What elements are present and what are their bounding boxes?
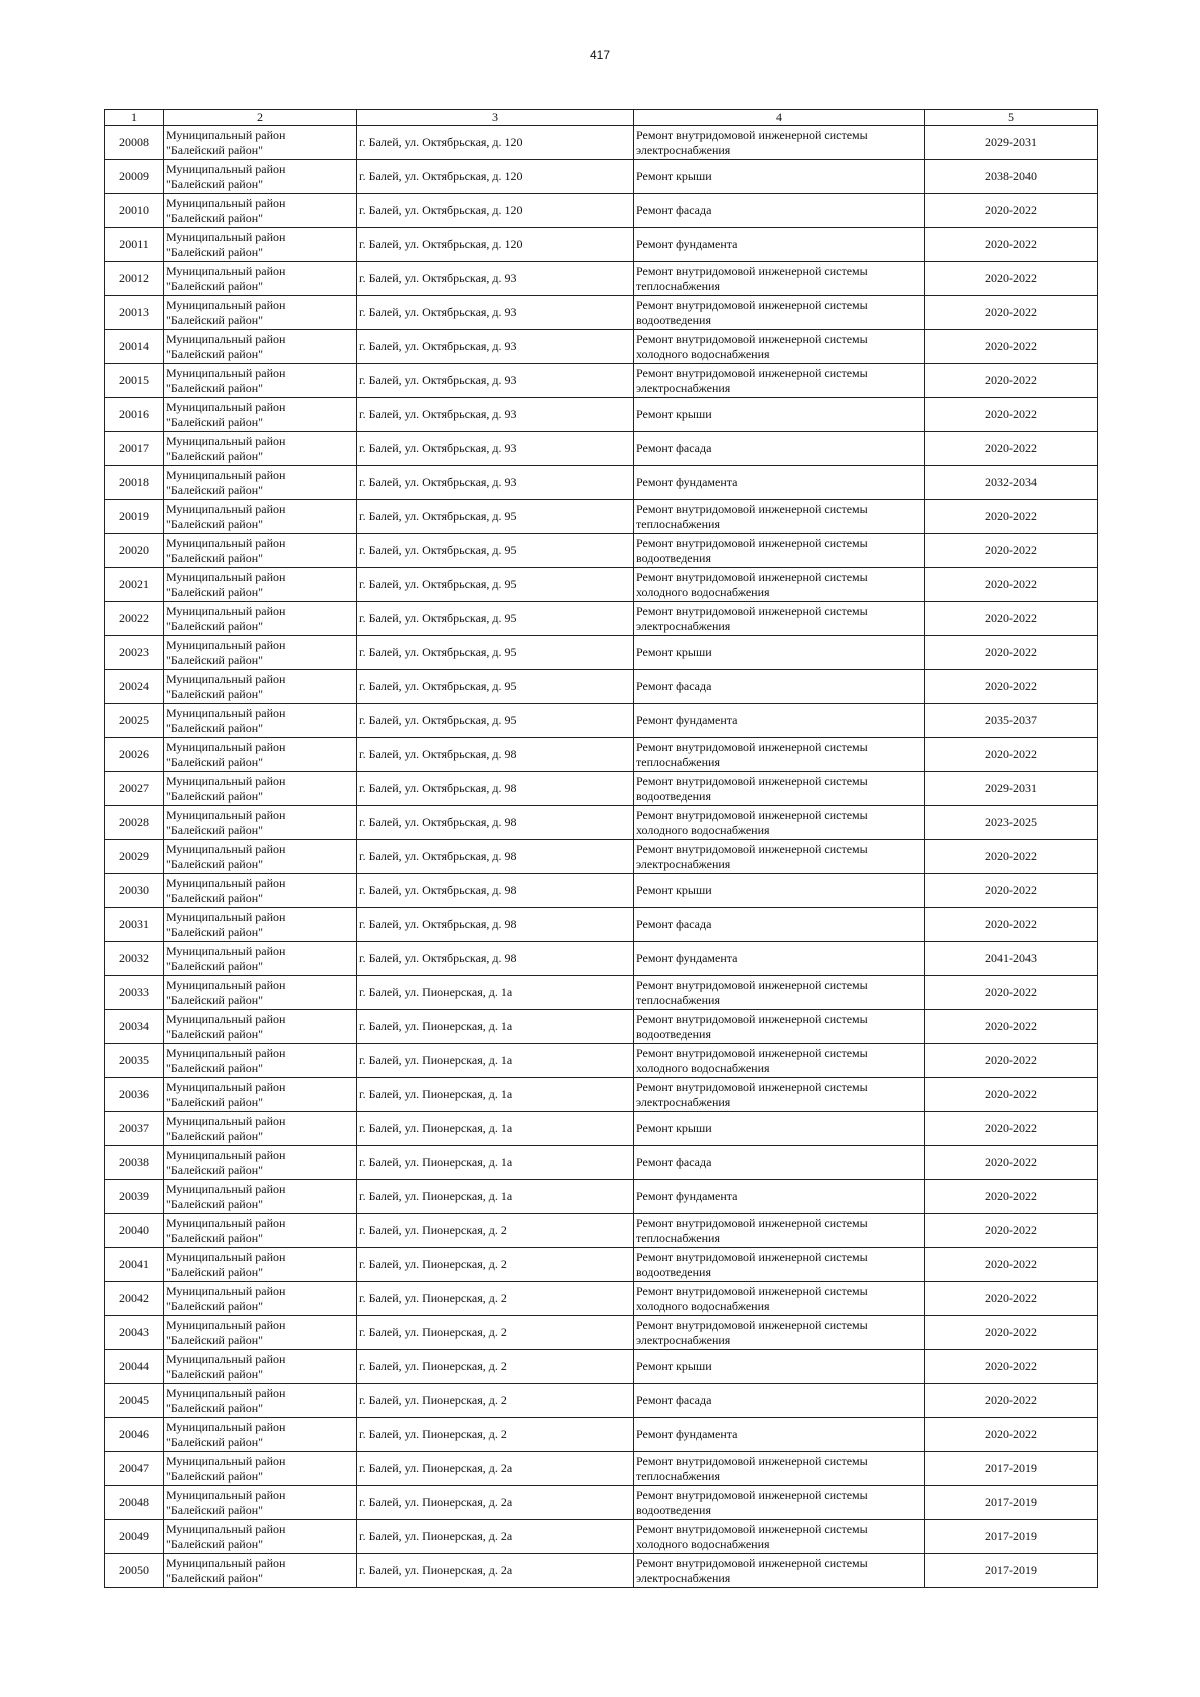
row-number-cell: 20046 [105,1418,164,1452]
address-cell: г. Балей, ул. Октябрьская, д. 98 [357,942,634,976]
period-cell: 2035-2037 [925,704,1098,738]
municipality-cell: Муниципальный район "Балейский район" [164,806,357,840]
address-cell: г. Балей, ул. Пионерская, д. 2 [357,1350,634,1384]
table-row [105,228,1098,262]
period-cell: 2020-2022 [925,1112,1098,1146]
municipality-cell: Муниципальный район "Балейский район" [164,398,357,432]
period-cell: 2020-2022 [925,1316,1098,1350]
municipality-cell: Муниципальный район "Балейский район" [164,432,357,466]
municipality-cell: Муниципальный район "Балейский район" [164,228,357,262]
table-row [105,1044,1098,1078]
period-cell: 2020-2022 [925,976,1098,1010]
address-cell: г. Балей, ул. Пионерская, д. 2 [357,1418,634,1452]
period-cell: 2020-2022 [925,670,1098,704]
municipality-cell: Муниципальный район "Балейский район" [164,534,357,568]
table-row [105,874,1098,908]
municipality-cell: Муниципальный район "Балейский район" [164,1248,357,1282]
row-number-cell: 20018 [105,466,164,500]
table-body [105,126,1098,1588]
municipality-cell: Муниципальный район "Балейский район" [164,1350,357,1384]
row-number-cell: 20033 [105,976,164,1010]
municipality-cell: Муниципальный район "Балейский район" [164,194,357,228]
address-cell: г. Балей, ул. Октябрьская, д. 120 [357,194,634,228]
municipality-cell: Муниципальный район "Балейский район" [164,772,357,806]
row-number-cell: 20038 [105,1146,164,1180]
period-cell: 2020-2022 [925,1384,1098,1418]
row-number-cell: 20029 [105,840,164,874]
address-cell: г. Балей, ул. Пионерская, д. 2 [357,1282,634,1316]
table-row [105,1452,1098,1486]
work-type-cell: Ремонт внутридомовой инженерной системы водоотведения [634,772,925,806]
work-type-cell: Ремонт крыши [634,160,925,194]
table-row [105,364,1098,398]
period-cell: 2020-2022 [925,1282,1098,1316]
row-number-cell: 20035 [105,1044,164,1078]
period-cell: 2020-2022 [925,738,1098,772]
work-type-cell: Ремонт внутридомовой инженерной системы электроснабжения [634,1316,925,1350]
period-cell: 2020-2022 [925,398,1098,432]
period-cell: 2020-2022 [925,364,1098,398]
table-row [105,806,1098,840]
address-cell: г. Балей, ул. Октябрьская, д. 95 [357,568,634,602]
table-row [105,976,1098,1010]
row-number-cell: 20034 [105,1010,164,1044]
work-type-cell: Ремонт фундамента [634,1418,925,1452]
work-type-cell: Ремонт фундамента [634,704,925,738]
municipality-cell: Муниципальный район "Балейский район" [164,1452,357,1486]
period-cell: 2020-2022 [925,330,1098,364]
period-cell: 2020-2022 [925,500,1098,534]
table-row [105,1554,1098,1588]
row-number-cell: 20031 [105,908,164,942]
row-number-cell: 20040 [105,1214,164,1248]
address-cell: г. Балей, ул. Октябрьская, д. 93 [357,296,634,330]
work-type-cell: Ремонт внутридомовой инженерной системы теплоснабжения [634,500,925,534]
period-cell: 2020-2022 [925,1350,1098,1384]
period-cell: 2029-2031 [925,772,1098,806]
table-row [105,670,1098,704]
address-cell: г. Балей, ул. Пионерская, д. 1а [357,1180,634,1214]
address-cell: г. Балей, ул. Пионерская, д. 2а [357,1554,634,1588]
address-cell: г. Балей, ул. Октябрьская, д. 120 [357,126,634,160]
table-row [105,1180,1098,1214]
address-cell: г. Балей, ул. Октябрьская, д. 95 [357,602,634,636]
municipality-cell: Муниципальный район "Балейский район" [164,1486,357,1520]
row-number-cell: 20024 [105,670,164,704]
municipality-cell: Муниципальный район "Балейский район" [164,466,357,500]
municipality-cell: Муниципальный район "Балейский район" [164,942,357,976]
column-header-2: 2 [164,110,357,126]
work-type-cell: Ремонт внутридомовой инженерной системы электроснабжения [634,1078,925,1112]
work-type-cell: Ремонт фасада [634,670,925,704]
municipality-cell: Муниципальный район "Балейский район" [164,1010,357,1044]
work-type-cell: Ремонт внутридомовой инженерной системы теплоснабжения [634,1214,925,1248]
municipality-cell: Муниципальный район "Балейский район" [164,1112,357,1146]
work-type-cell: Ремонт фундамента [634,1180,925,1214]
work-type-cell: Ремонт крыши [634,874,925,908]
address-cell: г. Балей, ул. Пионерская, д. 2 [357,1384,634,1418]
period-cell: 2020-2022 [925,908,1098,942]
work-type-cell: Ремонт внутридомовой инженерной системы холодного водоснабжения [634,1282,925,1316]
period-cell: 2020-2022 [925,1180,1098,1214]
address-cell: г. Балей, ул. Пионерская, д. 1а [357,1112,634,1146]
municipality-cell: Муниципальный район "Балейский район" [164,738,357,772]
municipality-cell: Муниципальный район "Балейский район" [164,500,357,534]
column-header-1: 1 [105,110,164,126]
municipality-cell: Муниципальный район "Балейский район" [164,670,357,704]
work-type-cell: Ремонт внутридомовой инженерной системы холодного водоснабжения [634,568,925,602]
address-cell: г. Балей, ул. Октябрьская, д. 95 [357,534,634,568]
table-row [105,1486,1098,1520]
address-cell: г. Балей, ул. Октябрьская, д. 98 [357,772,634,806]
row-number-cell: 20021 [105,568,164,602]
municipality-cell: Муниципальный район "Балейский район" [164,330,357,364]
period-cell: 2017-2019 [925,1452,1098,1486]
table-row [105,432,1098,466]
municipality-cell: Муниципальный район "Балейский район" [164,1384,357,1418]
work-type-cell: Ремонт внутридомовой инженерной системы водоотведения [634,534,925,568]
row-number-cell: 20041 [105,1248,164,1282]
municipality-cell: Муниципальный район "Балейский район" [164,602,357,636]
address-cell: г. Балей, ул. Октябрьская, д. 95 [357,670,634,704]
table-row [105,466,1098,500]
address-cell: г. Балей, ул. Октябрьская, д. 93 [357,432,634,466]
table-row [105,942,1098,976]
table-row [105,602,1098,636]
table-row [105,1214,1098,1248]
table-row [105,330,1098,364]
row-number-cell: 20016 [105,398,164,432]
period-cell: 2017-2019 [925,1486,1098,1520]
row-number-cell: 20027 [105,772,164,806]
work-type-cell: Ремонт внутридомовой инженерной системы водоотведения [634,1486,925,1520]
municipality-cell: Муниципальный район "Балейский район" [164,874,357,908]
table-row [105,1316,1098,1350]
table-row [105,534,1098,568]
municipality-cell: Муниципальный район "Балейский район" [164,1078,357,1112]
municipality-cell: Муниципальный район "Балейский район" [164,262,357,296]
table-row [105,160,1098,194]
row-number-cell: 20017 [105,432,164,466]
period-cell: 2041-2043 [925,942,1098,976]
address-cell: г. Балей, ул. Пионерская, д. 2а [357,1486,634,1520]
work-type-cell: Ремонт крыши [634,1350,925,1384]
address-cell: г. Балей, ул. Октябрьская, д. 93 [357,364,634,398]
table-row [105,568,1098,602]
table-row [105,1078,1098,1112]
column-number-header-row [105,110,1098,126]
row-number-cell: 20043 [105,1316,164,1350]
municipality-cell: Муниципальный район "Балейский район" [164,1418,357,1452]
work-type-cell: Ремонт фасада [634,1384,925,1418]
work-type-cell: Ремонт фасада [634,432,925,466]
table-row [105,1248,1098,1282]
address-cell: г. Балей, ул. Пионерская, д. 1а [357,976,634,1010]
table-row [105,398,1098,432]
row-number-cell: 20022 [105,602,164,636]
address-cell: г. Балей, ул. Пионерская, д. 2 [357,1248,634,1282]
municipality-cell: Муниципальный район "Балейский район" [164,1146,357,1180]
municipality-cell: Муниципальный район "Балейский район" [164,296,357,330]
municipality-cell: Муниципальный район "Балейский район" [164,1554,357,1588]
work-type-cell: Ремонт внутридомовой инженерной системы водоотведения [634,296,925,330]
municipality-cell: Муниципальный район "Балейский район" [164,1316,357,1350]
row-number-cell: 20030 [105,874,164,908]
period-cell: 2020-2022 [925,432,1098,466]
work-type-cell: Ремонт внутридомовой инженерной системы электроснабжения [634,1554,925,1588]
row-number-cell: 20036 [105,1078,164,1112]
table-row [105,262,1098,296]
row-number-cell: 20039 [105,1180,164,1214]
municipality-cell: Муниципальный район "Балейский район" [164,704,357,738]
municipality-cell: Муниципальный район "Балейский район" [164,840,357,874]
table-row [105,1282,1098,1316]
work-type-cell: Ремонт внутридомовой инженерной системы теплоснабжения [634,738,925,772]
work-type-cell: Ремонт внутридомовой инженерной системы водоотведения [634,1248,925,1282]
work-type-cell: Ремонт внутридомовой инженерной системы холодного водоснабжения [634,1520,925,1554]
row-number-cell: 20028 [105,806,164,840]
municipality-cell: Муниципальный район "Балейский район" [164,364,357,398]
municipality-cell: Муниципальный район "Балейский район" [164,568,357,602]
table-row [105,1520,1098,1554]
address-cell: г. Балей, ул. Пионерская, д. 2 [357,1214,634,1248]
address-cell: г. Балей, ул. Октябрьская, д. 95 [357,704,634,738]
period-cell: 2020-2022 [925,636,1098,670]
row-number-cell: 20020 [105,534,164,568]
table-row [105,194,1098,228]
period-cell: 2020-2022 [925,1146,1098,1180]
row-number-cell: 20048 [105,1486,164,1520]
municipality-cell: Муниципальный район "Балейский район" [164,636,357,670]
period-cell: 2020-2022 [925,1214,1098,1248]
row-number-cell: 20011 [105,228,164,262]
period-cell: 2020-2022 [925,602,1098,636]
work-type-cell: Ремонт внутридомовой инженерной системы электроснабжения [634,602,925,636]
period-cell: 2017-2019 [925,1554,1098,1588]
column-header-4: 4 [634,110,925,126]
table-row [105,500,1098,534]
row-number-cell: 20015 [105,364,164,398]
work-type-cell: Ремонт фундамента [634,228,925,262]
period-cell: 2020-2022 [925,840,1098,874]
municipality-cell: Муниципальный район "Балейский район" [164,126,357,160]
table-row [105,1350,1098,1384]
address-cell: г. Балей, ул. Пионерская, д. 2 [357,1316,634,1350]
period-cell: 2020-2022 [925,228,1098,262]
work-type-cell: Ремонт внутридомовой инженерной системы водоотведения [634,1010,925,1044]
municipality-cell: Муниципальный район "Балейский район" [164,976,357,1010]
address-cell: г. Балей, ул. Октябрьская, д. 120 [357,160,634,194]
municipality-cell: Муниципальный район "Балейский район" [164,160,357,194]
column-header-5: 5 [925,110,1098,126]
address-cell: г. Балей, ул. Октябрьская, д. 98 [357,738,634,772]
work-type-cell: Ремонт внутридомовой инженерной системы электроснабжения [634,364,925,398]
address-cell: г. Балей, ул. Октябрьская, д. 93 [357,262,634,296]
row-number-cell: 20050 [105,1554,164,1588]
row-number-cell: 20042 [105,1282,164,1316]
municipality-cell: Муниципальный район "Балейский район" [164,1282,357,1316]
row-number-cell: 20037 [105,1112,164,1146]
period-cell: 2023-2025 [925,806,1098,840]
row-number-cell: 20032 [105,942,164,976]
period-cell: 2020-2022 [925,874,1098,908]
address-cell: г. Балей, ул. Октябрьская, д. 93 [357,330,634,364]
table-row [105,772,1098,806]
table-row [105,1010,1098,1044]
table-row [105,1384,1098,1418]
address-cell: г. Балей, ул. Октябрьская, д. 98 [357,908,634,942]
page-number: 417 [589,48,611,62]
table-row [105,840,1098,874]
work-type-cell: Ремонт фундамента [634,942,925,976]
address-cell: г. Балей, ул. Октябрьская, д. 98 [357,840,634,874]
work-type-cell: Ремонт внутридомовой инженерной системы теплоснабжения [634,976,925,1010]
table-row [105,1146,1098,1180]
work-type-cell: Ремонт внутридомовой инженерной системы электроснабжения [634,840,925,874]
work-type-cell: Ремонт фасада [634,1146,925,1180]
period-cell: 2020-2022 [925,1078,1098,1112]
period-cell: 2020-2022 [925,1010,1098,1044]
address-cell: г. Балей, ул. Пионерская, д. 2а [357,1452,634,1486]
period-cell: 2038-2040 [925,160,1098,194]
address-cell: г. Балей, ул. Октябрьская, д. 95 [357,636,634,670]
row-number-cell: 20047 [105,1452,164,1486]
table-row [105,1418,1098,1452]
work-type-cell: Ремонт внутридомовой инженерной системы холодного водоснабжения [634,1044,925,1078]
row-number-cell: 20013 [105,296,164,330]
table-row [105,296,1098,330]
period-cell: 2020-2022 [925,534,1098,568]
municipality-cell: Муниципальный район "Балейский район" [164,1044,357,1078]
period-cell: 2020-2022 [925,1044,1098,1078]
work-type-cell: Ремонт крыши [634,398,925,432]
period-cell: 2020-2022 [925,1248,1098,1282]
period-cell: 2017-2019 [925,1520,1098,1554]
address-cell: г. Балей, ул. Пионерская, д. 1а [357,1044,634,1078]
address-cell: г. Балей, ул. Октябрьская, д. 93 [357,398,634,432]
address-cell: г. Балей, ул. Пионерская, д. 2а [357,1520,634,1554]
work-type-cell: Ремонт фасада [634,908,925,942]
period-cell: 2032-2034 [925,466,1098,500]
address-cell: г. Балей, ул. Пионерская, д. 1а [357,1078,634,1112]
work-type-cell: Ремонт крыши [634,636,925,670]
address-cell: г. Балей, ул. Октябрьская, д. 98 [357,874,634,908]
row-number-cell: 20045 [105,1384,164,1418]
work-type-cell: Ремонт внутридомовой инженерной системы электроснабжения [634,126,925,160]
table-row [105,704,1098,738]
row-number-cell: 20026 [105,738,164,772]
municipality-cell: Муниципальный район "Балейский район" [164,1214,357,1248]
address-cell: г. Балей, ул. Октябрьская, д. 120 [357,228,634,262]
period-cell: 2020-2022 [925,1418,1098,1452]
row-number-cell: 20008 [105,126,164,160]
row-number-cell: 20025 [105,704,164,738]
table-row [105,1112,1098,1146]
row-number-cell: 20049 [105,1520,164,1554]
work-type-cell: Ремонт внутридомовой инженерной системы теплоснабжения [634,1452,925,1486]
address-cell: г. Балей, ул. Пионерская, д. 1а [357,1146,634,1180]
work-type-cell: Ремонт внутридомовой инженерной системы теплоснабжения [634,262,925,296]
address-cell: г. Балей, ул. Октябрьская, д. 95 [357,500,634,534]
table-row [105,738,1098,772]
address-cell: г. Балей, ул. Пионерская, д. 1а [357,1010,634,1044]
address-cell: г. Балей, ул. Октябрьская, д. 98 [357,806,634,840]
work-type-cell: Ремонт внутридомовой инженерной системы холодного водоснабжения [634,330,925,364]
table-row [105,636,1098,670]
period-cell: 2020-2022 [925,194,1098,228]
work-type-cell: Ремонт фундамента [634,466,925,500]
table-row [105,908,1098,942]
row-number-cell: 20012 [105,262,164,296]
work-type-cell: Ремонт фасада [634,194,925,228]
repair-schedule-table [104,109,1098,1588]
period-cell: 2020-2022 [925,568,1098,602]
row-number-cell: 20010 [105,194,164,228]
work-type-cell: Ремонт внутридомовой инженерной системы холодного водоснабжения [634,806,925,840]
row-number-cell: 20014 [105,330,164,364]
address-cell: г. Балей, ул. Октябрьская, д. 93 [357,466,634,500]
row-number-cell: 20019 [105,500,164,534]
row-number-cell: 20044 [105,1350,164,1384]
period-cell: 2020-2022 [925,296,1098,330]
municipality-cell: Муниципальный район "Балейский район" [164,1180,357,1214]
period-cell: 2029-2031 [925,126,1098,160]
table-row [105,126,1098,160]
municipality-cell: Муниципальный район "Балейский район" [164,1520,357,1554]
row-number-cell: 20023 [105,636,164,670]
municipality-cell: Муниципальный район "Балейский район" [164,908,357,942]
row-number-cell: 20009 [105,160,164,194]
work-type-cell: Ремонт крыши [634,1112,925,1146]
period-cell: 2020-2022 [925,262,1098,296]
column-header-3: 3 [357,110,634,126]
